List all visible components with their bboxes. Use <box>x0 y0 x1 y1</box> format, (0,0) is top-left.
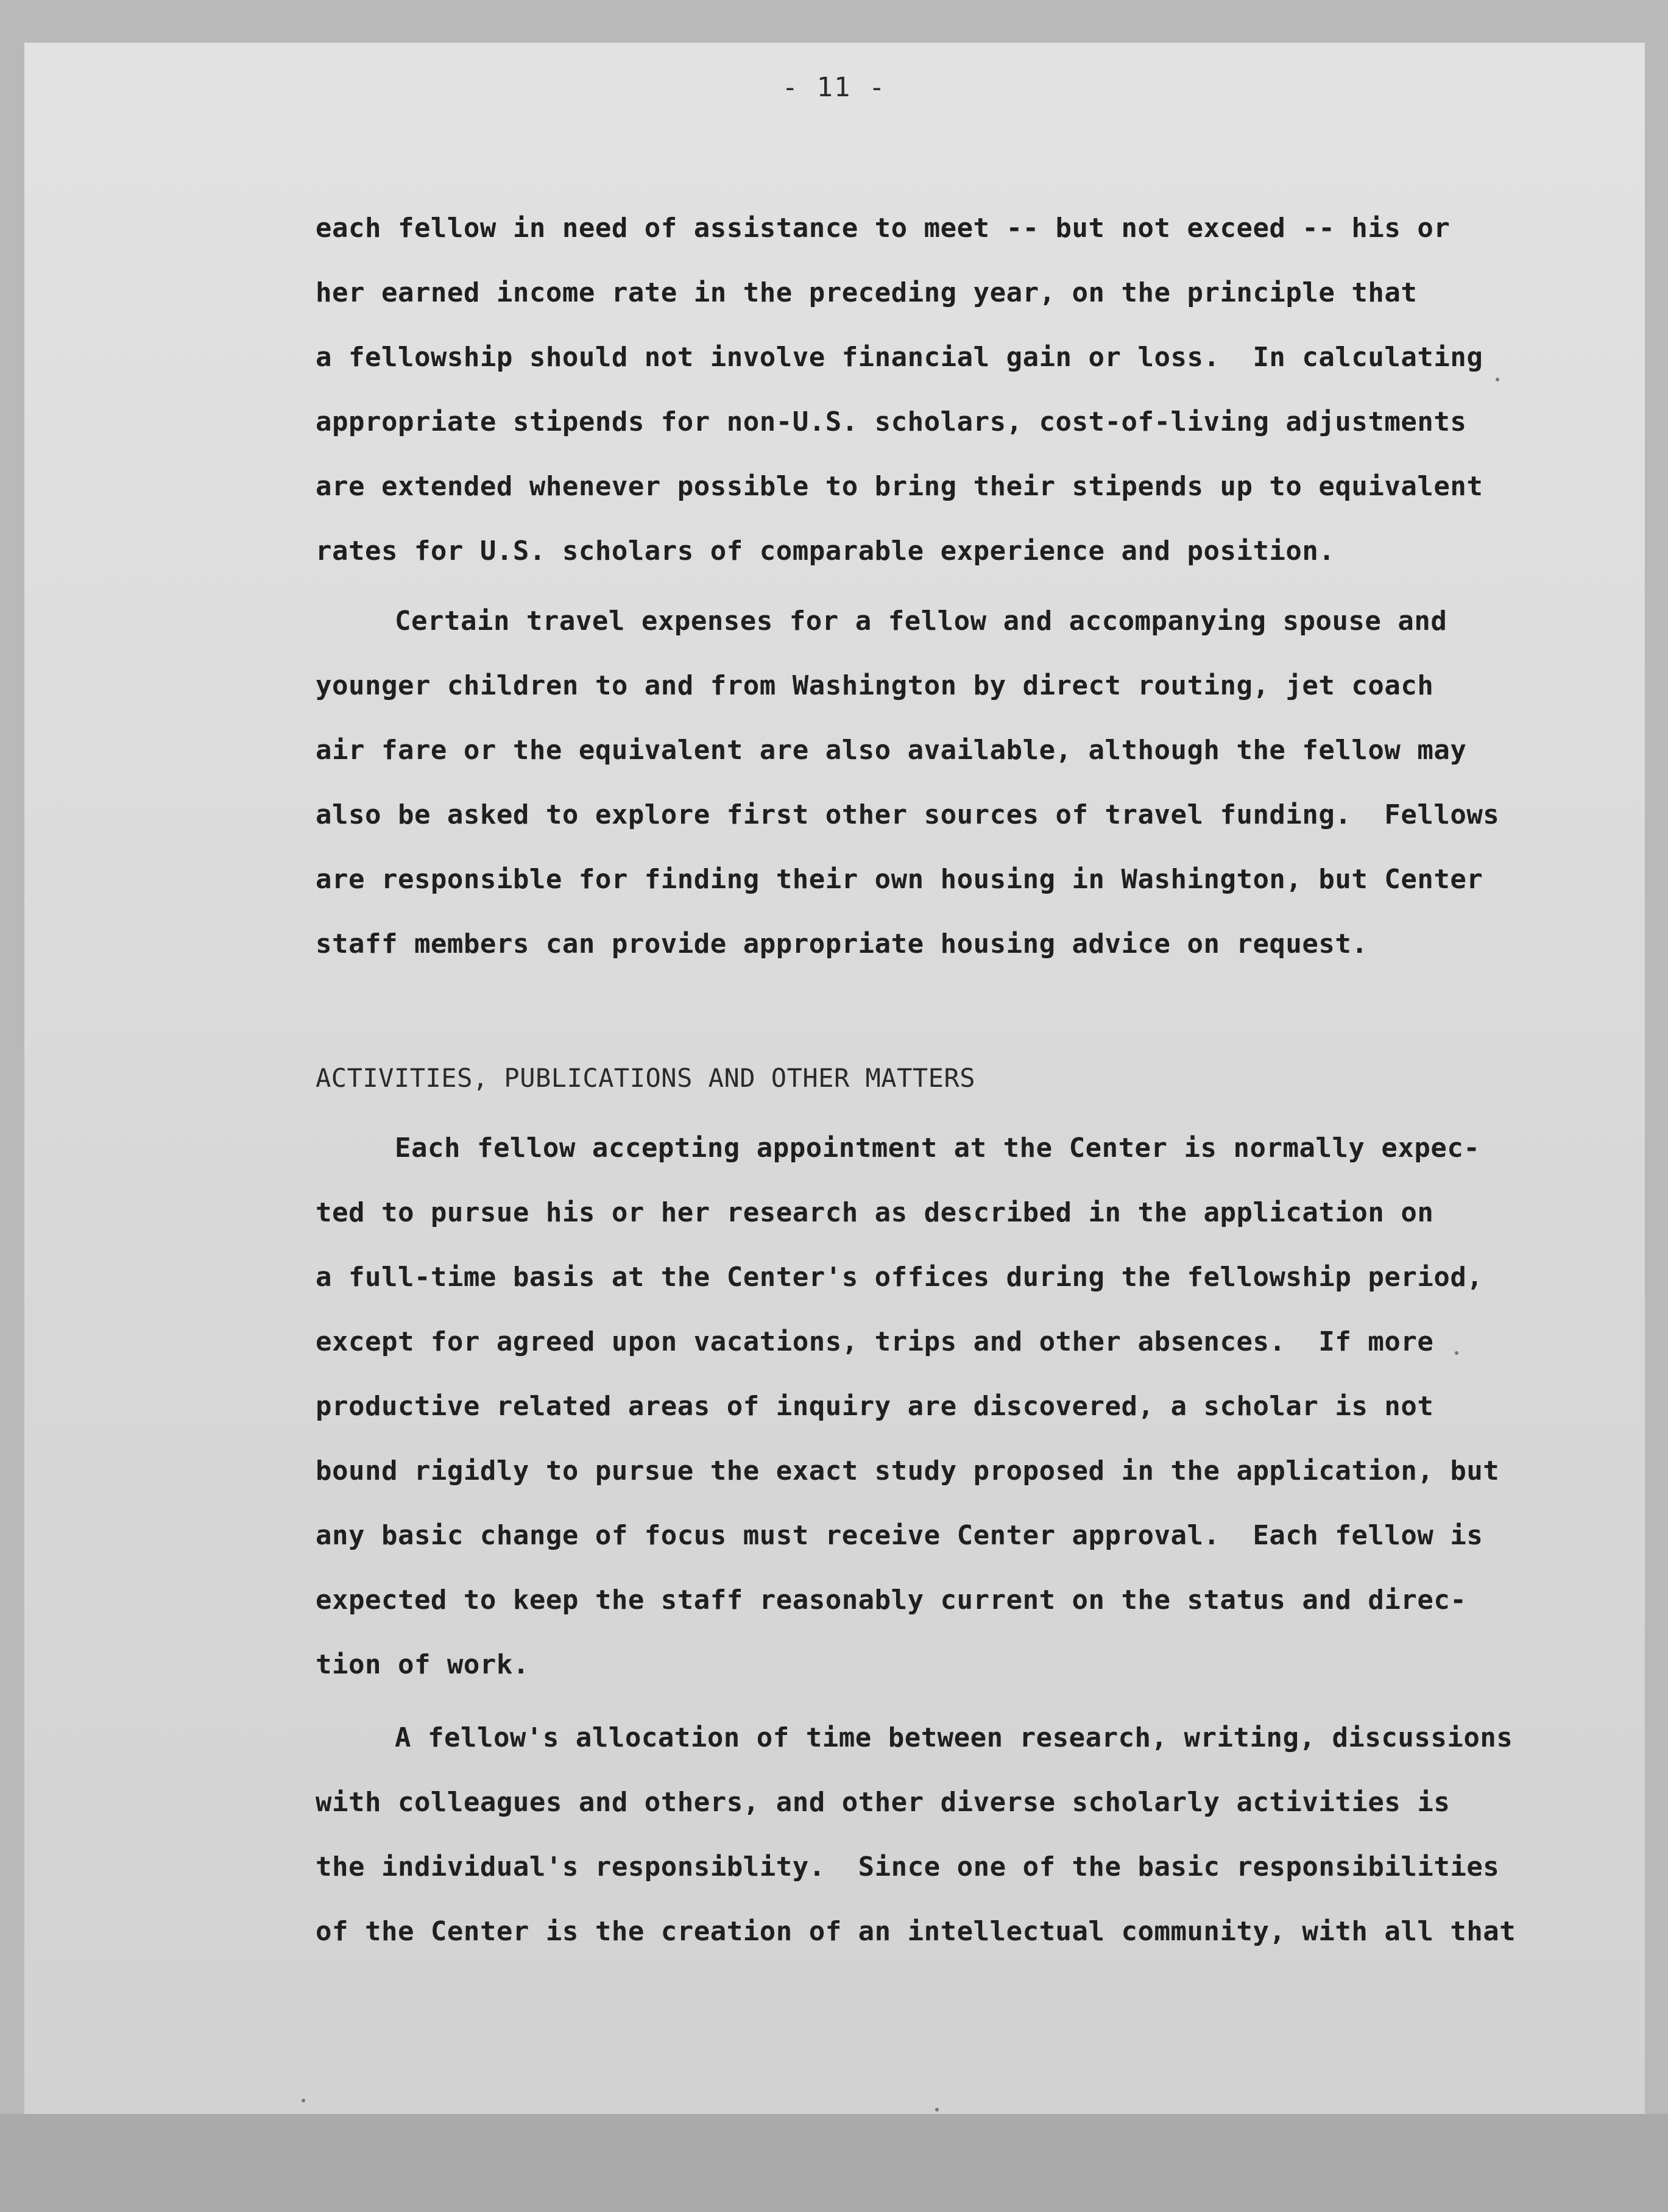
paragraph-time-allocation <box>316 1706 1534 1964</box>
text-line: staff members can provide appropriate housing advice on request. <box>316 928 1368 959</box>
text-line: bound rigidly to pursue the exact study proposed in the application, but <box>316 1455 1500 1486</box>
text-line: are extended whenever possible to bring their stipends up to equivalent <box>316 471 1483 502</box>
text-line: Each fellow accepting appointment at the Center is normally expec- <box>395 1133 1480 1164</box>
text-line: rates for U.S. scholars of comparable experience and position. <box>316 535 1335 567</box>
scan-speck <box>1496 378 1499 381</box>
section-heading: ACTIVITIES, PUBLICATIONS AND OTHER MATTERS <box>316 1063 976 1093</box>
text-line: with colleagues and others, and other diverse scholarly activities is <box>316 1787 1451 1818</box>
text-line: younger children to and from Washington by direct routing, jet coach <box>316 670 1434 701</box>
paragraph-research-expectations <box>316 1116 1534 1697</box>
scan-speck <box>1455 1351 1458 1355</box>
text-line: any basic change of focus must receive Center approval. Each fellow is <box>316 1520 1483 1551</box>
text-line: each fellow in need of assistance to meet -- but not exceed -- his or <box>316 213 1451 244</box>
text-line: Certain travel expenses for a fellow and accompanying spouse and <box>395 606 1447 637</box>
paragraph-stipends <box>316 196 1534 584</box>
text-line: A fellow's allocation of time between research, writing, discussions <box>395 1722 1513 1753</box>
text-line: a full-time basis at the Center's offices during the fellowship period, <box>316 1262 1483 1293</box>
text-line: tion of work. <box>316 1649 529 1680</box>
scan-speck <box>302 2099 305 2102</box>
text-line: except for agreed upon vacations, trips and other absences. If more <box>316 1326 1434 1357</box>
text-line: the individual's responsiblity. Since one of the basic responsibilities <box>316 1851 1500 1882</box>
text-line: air fare or the equivalent are also available, although the fellow may <box>316 735 1467 766</box>
scan-border <box>0 2114 1668 2212</box>
text-line: expected to keep the staff reasonably current on the status and direc- <box>316 1585 1467 1616</box>
text-line: a fellowship should not involve financial gain or loss. In calculating <box>316 342 1483 373</box>
paragraph-travel <box>316 589 1534 977</box>
text-line: appropriate stipends for non-U.S. scholars, cost-of-living adjustments <box>316 406 1467 437</box>
page-number: - 11 - <box>782 72 886 103</box>
text-line: of the Center is the creation of an intellectual community, with all that <box>316 1916 1516 1947</box>
text-line: her earned income rate in the preceding year, on the principle that <box>316 277 1418 308</box>
text-line: also be asked to explore first other sources of travel funding. Fellows <box>316 799 1500 830</box>
text-line: ted to pursue his or her research as described in the application on <box>316 1197 1434 1228</box>
text-line: are responsible for finding their own housing in Washington, but Center <box>316 864 1483 895</box>
scan-speck <box>935 2108 939 2111</box>
text-line: productive related areas of inquiry are discovered, a scholar is not <box>316 1391 1434 1422</box>
